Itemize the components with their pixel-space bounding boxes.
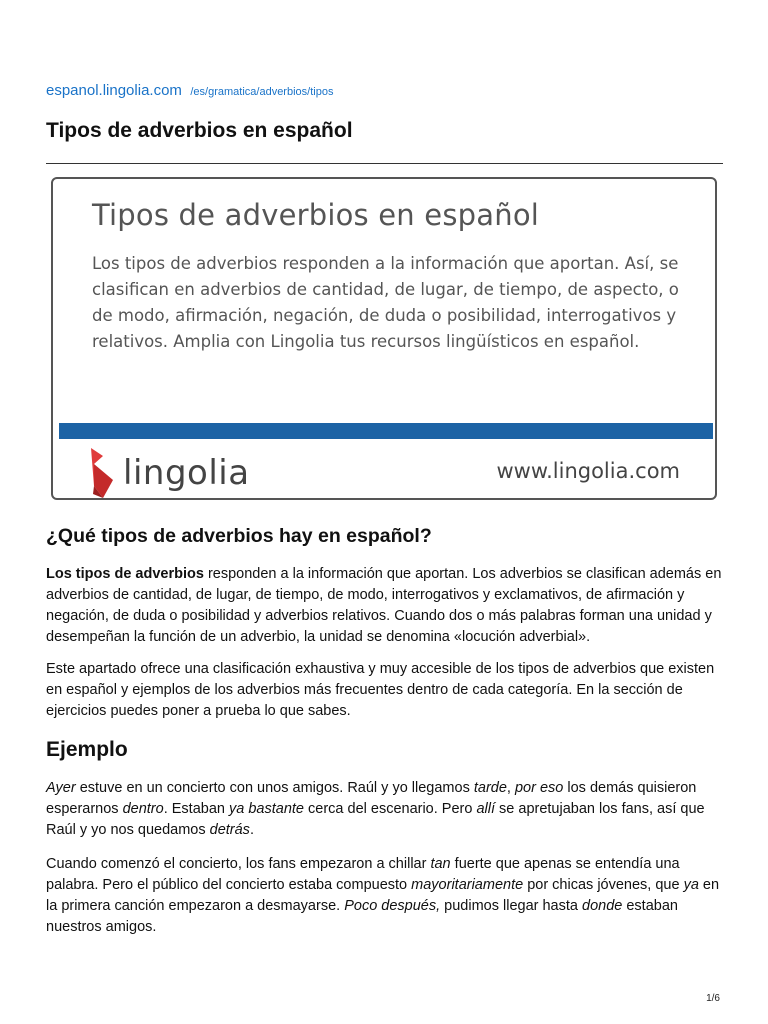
- intro-text: responden a la información que aportan. Los adverbios se clasifican además en adverbios de cantidad, de lugar, de tiempo, de modo, interrogativos y exclamativos, de afirmación y negación, de duda o posibilidad y adverbios relativos. Cuando dos o más palabras forman una unidad y desempeñan la función de un adverbio, la unidad se denomina «locución adverbial».: [46, 566, 722, 645]
- text-run: .: [249, 822, 254, 838]
- lingolia-logo: [89, 447, 250, 499]
- overview-paragraph: Este apartado ofrece una clasificación exhaustiva y muy accesible de los tipos de adverbios que existen en español y ejemplos de los adverbios más frecuentes dentro de cada categoría. En la sección de ejercicios puedes poner a prueba lo que sabes.: [46, 661, 715, 719]
- source-url: [46, 82, 333, 100]
- adverb-italic: allí: [476, 801, 496, 817]
- page-number: 1/6: [706, 993, 720, 1004]
- text-run: se apretujaban los fans, así que Raúl y yo nos quedamos: [46, 801, 705, 838]
- text-run: pudimos llegar hasta: [440, 898, 582, 914]
- text-run: por chicas jóvenes, que: [523, 877, 684, 893]
- banner-title: Tipos de adverbios en español: [92, 198, 540, 232]
- adverb-italic: ya bastante: [229, 801, 304, 817]
- adverb-italic: Poco después,: [344, 898, 441, 914]
- text-run: los demás quisieron esperarnos: [46, 780, 697, 817]
- text-run: estaban nuestros amigos.: [46, 898, 678, 935]
- text-run: . Estaban: [163, 801, 229, 817]
- source-domain-link[interactable]: espanol.lingolia.com: [46, 82, 182, 99]
- text-run: estuve en un concierto con unos amigos. Raúl y yo llegamos: [75, 780, 474, 796]
- lingolia-logo-icon: [89, 448, 113, 498]
- source-path-link[interactable]: /es/gramatica/adverbios/tipos: [190, 86, 334, 98]
- text-run: ,: [506, 780, 515, 796]
- adverb-italic: tarde: [473, 780, 507, 796]
- adverb-italic: por eso: [514, 780, 564, 796]
- lingolia-banner-image: [51, 177, 717, 500]
- intro-bold-term: Los tipos de adverbios: [46, 566, 204, 582]
- adverb-italic: mayoritariamente: [411, 877, 524, 893]
- logo-wordmark: lingolia: [123, 453, 250, 493]
- section-heading-ejemplo: Ejemplo: [46, 738, 128, 761]
- adverb-italic: detrás: [209, 822, 250, 838]
- adverb-italic: tan: [430, 856, 451, 872]
- text-run: Cuando comenzó el concierto, los fans empezaron a chillar: [46, 856, 431, 872]
- banner-url: www.lingolia.com: [496, 459, 680, 483]
- adverb-italic: donde: [582, 898, 623, 914]
- example-paragraph-1: [46, 778, 726, 841]
- intro-paragraph: [46, 564, 726, 648]
- adverb-italic: Ayer: [46, 780, 76, 796]
- text-run: cerca del escenario. Pero: [303, 801, 477, 817]
- section-heading-tipos: ¿Qué tipos de adverbios hay en español?: [46, 525, 432, 547]
- title-divider: [46, 163, 723, 164]
- page-title: Tipos de adverbios en español: [46, 119, 353, 142]
- banner-blue-bar: [59, 423, 713, 439]
- text-run: fuerte que apenas se entendía una palabra. Pero el público del concierto estaba compuesto: [46, 856, 680, 893]
- adverb-italic: dentro: [122, 801, 164, 817]
- banner-description: Los tipos de adverbios responden a la información que aportan. Así, se clasifican en adverbios de cantidad, de lugar, de tiempo, de aspecto, o de modo, afirmación, negación, de duda o posibilidad, interrogativos y relativos. Amplia con Lingolia tus recursos lingüísticos en español.: [92, 254, 679, 351]
- example-paragraph-2: [46, 854, 726, 938]
- text-run: en la primera canción empezaron a desmayarse.: [46, 877, 720, 914]
- adverb-italic: ya: [683, 877, 699, 893]
